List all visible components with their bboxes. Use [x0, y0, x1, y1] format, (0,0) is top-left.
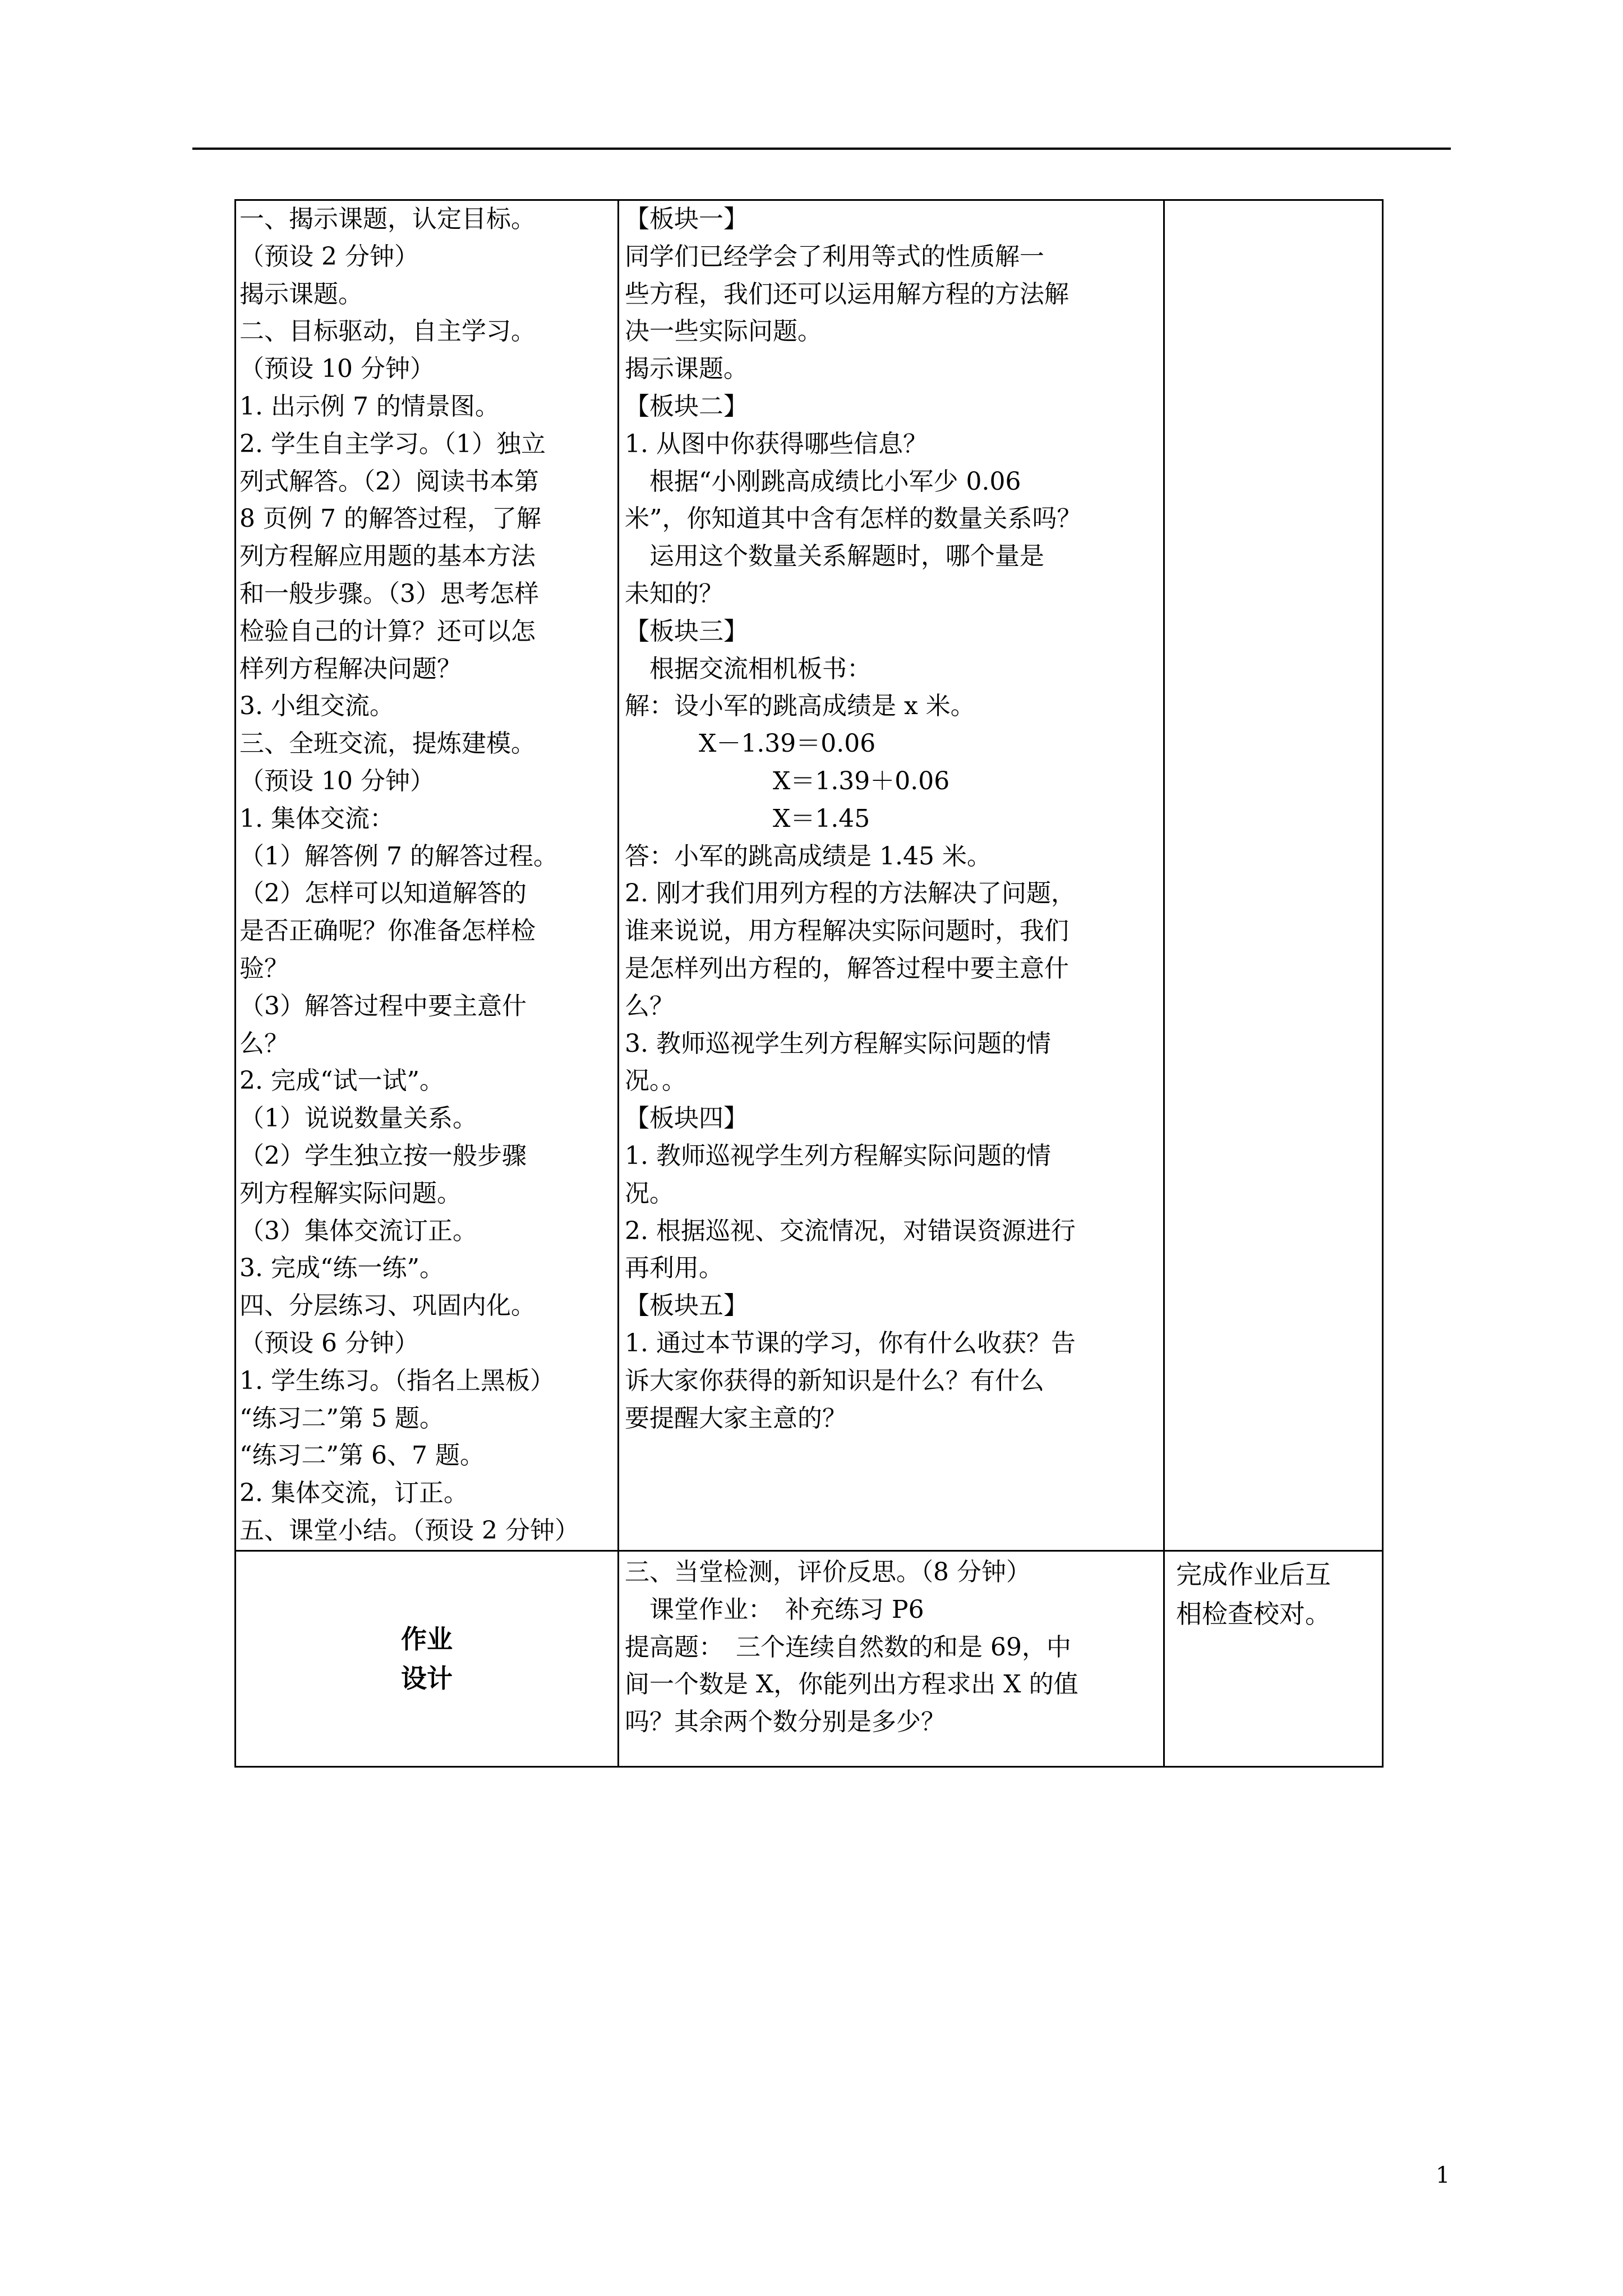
middle-line: 谁来说说，用方程解决实际问题时，我们: [625, 917, 1069, 946]
middle-line: X－1.39＝0.06: [625, 729, 876, 758]
left-line: 三、全班交流，提炼建模。: [239, 729, 536, 758]
middle-line: 1. 教师巡视学生列方程解实际问题的情: [625, 1141, 1051, 1170]
left-line: 五、课堂小结。（预设 2 分钟）: [239, 1516, 579, 1545]
middle-line: X＝1.45: [625, 804, 870, 833]
left-line: 3. 完成“练一练”。: [239, 1254, 444, 1283]
left-line: 2. 完成“试一试”。: [239, 1066, 444, 1096]
header-rule: [192, 148, 1451, 150]
middle-line: 米”，你知道其中含有怎样的数量关系吗？: [625, 504, 1082, 533]
hw-content-line: 课堂作业： 补充练习 P6: [625, 1595, 924, 1624]
left-line: 1. 集体交流：: [239, 804, 394, 833]
left-line: 1. 学生练习。（指名上黑板）: [239, 1366, 555, 1395]
left-line: （3）解答过程中要主意什: [239, 991, 527, 1020]
left-line: 3. 小组交流。: [239, 692, 394, 721]
left-line: 揭示课题。: [239, 279, 363, 309]
middle-line: 1. 通过本节课的学习，你有什么收获？告: [625, 1328, 1076, 1358]
middle-line: 况。: [625, 1179, 674, 1208]
left-line: 验？: [239, 954, 289, 983]
left-line: （预设 6 分钟）: [239, 1328, 419, 1358]
left-line: （1）解答例 7 的解答过程。: [239, 841, 558, 871]
middle-line: 么？: [625, 991, 674, 1020]
left-line: （2）怎样可以知道解答的: [239, 879, 527, 908]
homework-note-text: [1165, 1552, 1382, 1634]
lesson-plan-table: [234, 199, 1384, 1768]
homework-note-cell: [1164, 1551, 1383, 1767]
middle-line: 答：小军的跳高成绩是 1.45 米。: [625, 841, 992, 871]
middle-line: 根据交流相机板书：: [625, 654, 872, 683]
homework-label: [236, 1552, 617, 1766]
middle-line: 揭示课题。: [625, 355, 748, 384]
homework-label-cell: [236, 1551, 619, 1767]
middle-line: 1. 从图中你获得哪些信息？: [625, 429, 928, 458]
student-activity-text: [236, 201, 617, 1550]
left-line: 么？: [239, 1029, 289, 1058]
left-line: 是否正确呢？你准备怎样检: [239, 917, 536, 946]
left-line: 列式解答。（2）阅读书本第: [239, 467, 539, 496]
middle-line: 【板块二】: [625, 392, 748, 421]
homework-row: [236, 1551, 1383, 1767]
page-number: 1: [1436, 2162, 1450, 2188]
left-line: 四、分层练习、巩固内化。: [239, 1291, 536, 1320]
left-line: （2）学生独立按一般步骤: [239, 1141, 527, 1170]
left-line: 二、目标驱动，自主学习。: [239, 317, 536, 346]
teacher-activity-text: [619, 201, 1163, 1437]
teaching-process-row: [236, 200, 1383, 1551]
hw-content-line: 吗？其余两个数分别是多少？: [625, 1708, 946, 1737]
middle-line: 2. 刚才我们用列方程的方法解决了问题，: [625, 879, 1076, 908]
left-line: 检验自己的计算？还可以怎: [239, 616, 536, 646]
middle-line: X＝1.39＋0.06: [625, 766, 950, 795]
middle-line: 【板块三】: [625, 616, 748, 646]
left-line: 列方程解应用题的基本方法: [239, 542, 536, 571]
middle-line: 【板块一】: [625, 205, 748, 233]
teacher-activity-cell: [619, 200, 1164, 1551]
left-line: 1. 出示例 7 的情景图。: [239, 392, 500, 421]
middle-line: 根据“小刚跳高成绩比小军少 0.06: [625, 467, 1021, 496]
middle-line: 未知的？: [625, 579, 723, 608]
homework-content-cell: [619, 1551, 1164, 1767]
left-line: 8 页例 7 的解答过程，了解: [239, 504, 541, 533]
hw-content-line: 间一个数是 X，你能列出方程求出 X 的值: [625, 1670, 1078, 1699]
middle-line: 况。。: [625, 1066, 686, 1096]
left-line: （3）集体交流订正。: [239, 1216, 477, 1245]
middle-line: 解：设小军的跳高成绩是 x 米。: [625, 692, 975, 721]
middle-line: 是怎样列出方程的，解答过程中要主意什: [625, 954, 1069, 983]
hw-content-line: 三、当堂检测，评价反思。（8 分钟）: [625, 1558, 1031, 1586]
middle-line: 【板块四】: [625, 1104, 748, 1133]
hw-note-line: 完成作业后互: [1176, 1559, 1331, 1590]
homework-label-line-2: 设计: [401, 1663, 453, 1694]
student-activity-cell: [236, 200, 619, 1551]
middle-line: 2. 根据巡视、交流情况，对错误资源进行: [625, 1216, 1076, 1245]
left-line: “练习二”第 6、7 题。: [239, 1441, 485, 1470]
left-line: 样列方程解决问题？: [239, 654, 462, 683]
middle-line: 决一些实际问题。: [625, 317, 822, 346]
middle-line: 再利用。: [625, 1254, 723, 1283]
hw-note-line: 相检查校对。: [1176, 1599, 1331, 1629]
middle-line: 些方程，我们还可以运用解方程的方法解: [625, 279, 1069, 309]
middle-line: 【板块五】: [625, 1291, 748, 1320]
left-line: 2. 集体交流，订正。: [239, 1479, 468, 1508]
left-line: （预设 10 分钟）: [239, 766, 435, 795]
hw-content-line: 提高题： 三个连续自然数的和是 69，中: [625, 1632, 1071, 1662]
left-line: “练习二”第 5 题。: [239, 1404, 444, 1433]
left-line: （预设 2 分钟）: [239, 242, 419, 271]
middle-line: 运用这个数量关系解题时，哪个量是: [625, 542, 1044, 571]
homework-content-text: [619, 1552, 1163, 1741]
notes-cell: [1164, 200, 1383, 1551]
left-line: （预设 10 分钟）: [239, 355, 435, 384]
left-line: 列方程解实际问题。: [239, 1179, 462, 1208]
middle-line: 诉大家你获得的新知识是什么？有什么: [625, 1366, 1044, 1395]
left-line: 一、揭示课题，认定目标。: [239, 205, 536, 233]
middle-line: 同学们已经学会了利用等式的性质解一: [625, 242, 1044, 271]
left-line: （1）说说数量关系。: [239, 1104, 477, 1133]
middle-line: 要提醒大家主意的？: [625, 1404, 847, 1433]
left-line: 2. 学生自主学习。（1）独立: [239, 429, 546, 458]
middle-line: 3. 教师巡视学生列方程解实际问题的情: [625, 1029, 1051, 1058]
homework-label-line-1: 作业: [401, 1624, 453, 1654]
left-line: 和一般步骤。（3）思考怎样: [239, 579, 539, 608]
